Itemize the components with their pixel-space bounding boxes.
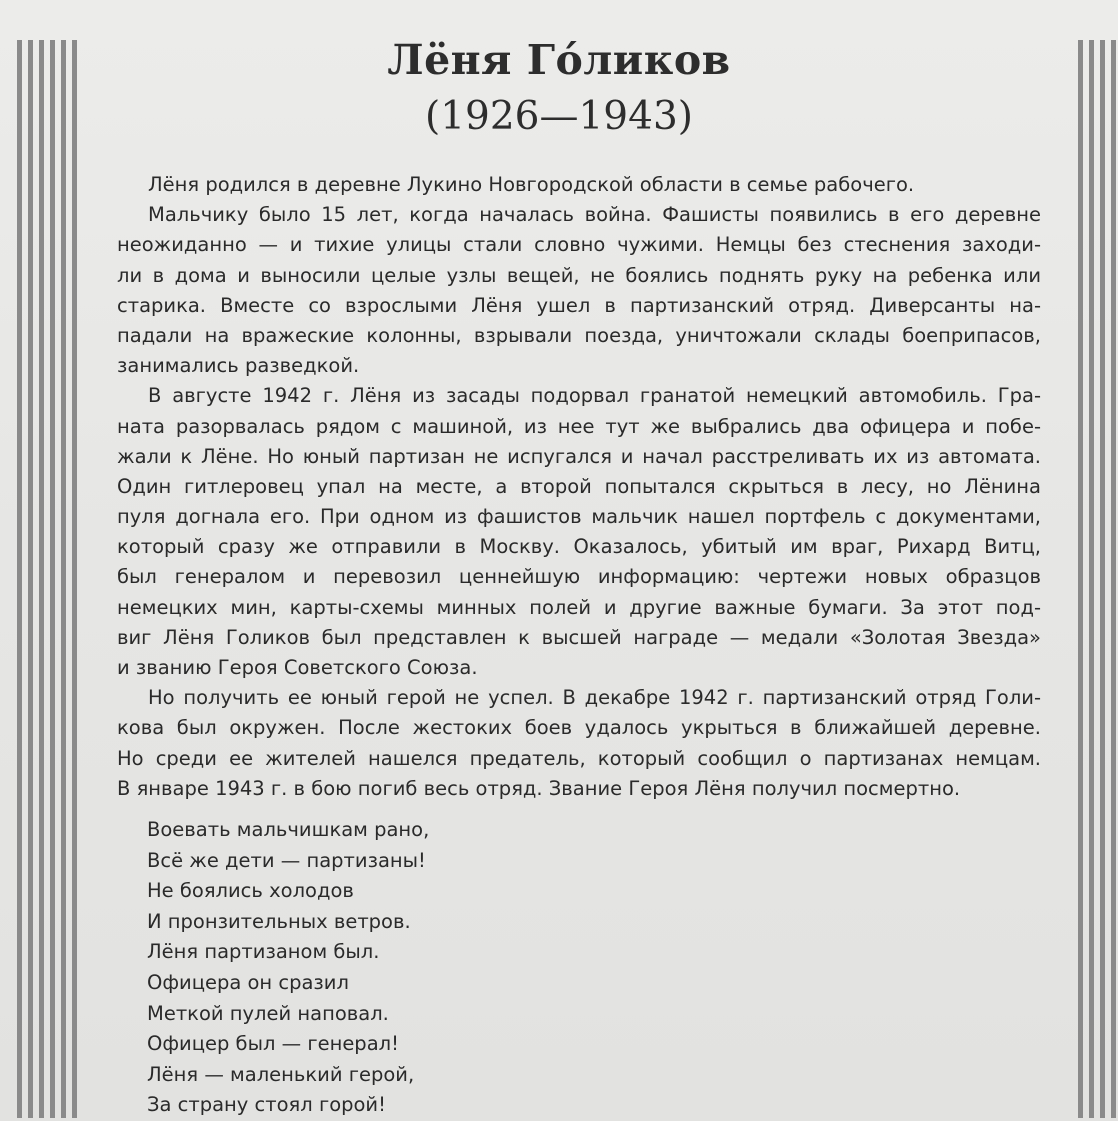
text-line: был генералом и перевозил ценнейшую информацию: чертежи новых образцов	[117, 565, 1041, 589]
stripe	[1089, 40, 1094, 1118]
poem-line: Всё же дети — партизаны!	[147, 848, 426, 872]
stripe	[1111, 40, 1116, 1118]
stripe	[61, 40, 66, 1118]
poem-line: Лёня партизаном был.	[147, 940, 380, 964]
text-line: ната разорвалась рядом с машиной, из нее тут же выбрались два офицера и побе-	[117, 414, 1041, 438]
poem-line: И пронзительных ветров.	[147, 909, 411, 933]
poem-line: Лёня — маленький герой,	[147, 1062, 415, 1086]
text-line: Но среди ее жителей нашелся предатель, который сообщил о партизанах немцам.	[117, 746, 1041, 770]
text-line: который сразу же отправили в Москву. Оказалось, убитый им враг, Рихард Витц,	[117, 535, 1041, 559]
poem-line: Офицер был — генерал!	[147, 1032, 399, 1056]
text-line: В августе 1942 г. Лёня из засады подорвал гранатой немецкий автомобиль. Гра-	[148, 384, 1041, 408]
text-line: немецких мин, карты-схемы минных полей и другие важные бумаги. За этот под-	[117, 595, 1041, 619]
text-line: и званию Героя Советского Союза.	[117, 656, 478, 679]
poem-line: За страну стоял горой!	[147, 1093, 386, 1117]
text-line: кова был окружен. После жестоких боев удалось укрыться в ближайшей деревне.	[117, 716, 1041, 740]
poem-line: Меткой пулей наповал.	[147, 1001, 389, 1025]
stripe	[17, 40, 22, 1118]
life-years: (1926—1943)	[425, 94, 693, 139]
text-line: В январе 1943 г. в бою погиб весь отряд. Звание Героя Лёня получил посмертно.	[117, 776, 961, 800]
text-line: Но получить ее юный герой не успел. В декабре 1942 г. партизанский отряд Голи-	[148, 686, 1041, 710]
text-line: пуля догнала его. При одном из фашистов мальчик нашел портфель с документами,	[117, 505, 1041, 529]
right-decorative-stripes	[1078, 40, 1116, 1118]
left-decorative-stripes	[17, 40, 77, 1118]
stripe	[50, 40, 55, 1118]
stripe	[1078, 40, 1083, 1118]
stripe	[28, 40, 33, 1118]
text-line: жали к Лёне. Но юный партизан не испугался и начал расстреливать их из автомата.	[117, 444, 1041, 468]
text-line: Лёня родился в деревне Лукино Новгородской области в семье рабочего.	[148, 173, 915, 196]
poem-line: Офицера он сразил	[147, 970, 349, 994]
page-title: Лёня Го́ликов	[387, 36, 731, 84]
biography-text	[117, 170, 1041, 804]
stripe	[72, 40, 77, 1118]
text-line: старика. Вместе со взрослыми Лёня ушел в партизанский отряд. Диверсанты на-	[117, 293, 1041, 317]
text-line: неожиданно — и тихие улицы стали словно чужими. Немцы без стеснения заходи-	[117, 233, 1041, 257]
stripe	[39, 40, 44, 1118]
text-line: Мальчику было 15 лет, когда началась война. Фашисты появились в его деревне	[148, 203, 1041, 227]
text-line: ли в дома и выносили целые узлы вещей, не боялись поднять руку на ребенка или	[117, 263, 1041, 287]
text-line: Один гитлеровец упал на месте, а второй попытался скрыться в лесу, но Лёнина	[117, 474, 1041, 498]
text-line: виг Лёня Голиков был представлен к высшей награде — медали «Золотая Звезда»	[117, 625, 1041, 649]
poem-line: Не боялись холодов	[147, 879, 354, 903]
poem-line: Воевать мальчишкам рано,	[147, 818, 430, 841]
text-line: занимались разведкой.	[117, 354, 360, 378]
poem	[147, 815, 429, 1121]
stripe	[1100, 40, 1105, 1118]
text-line: падали на вражеские колонны, взрывали поезда, уничтожали склады боеприпасов,	[117, 323, 1041, 347]
